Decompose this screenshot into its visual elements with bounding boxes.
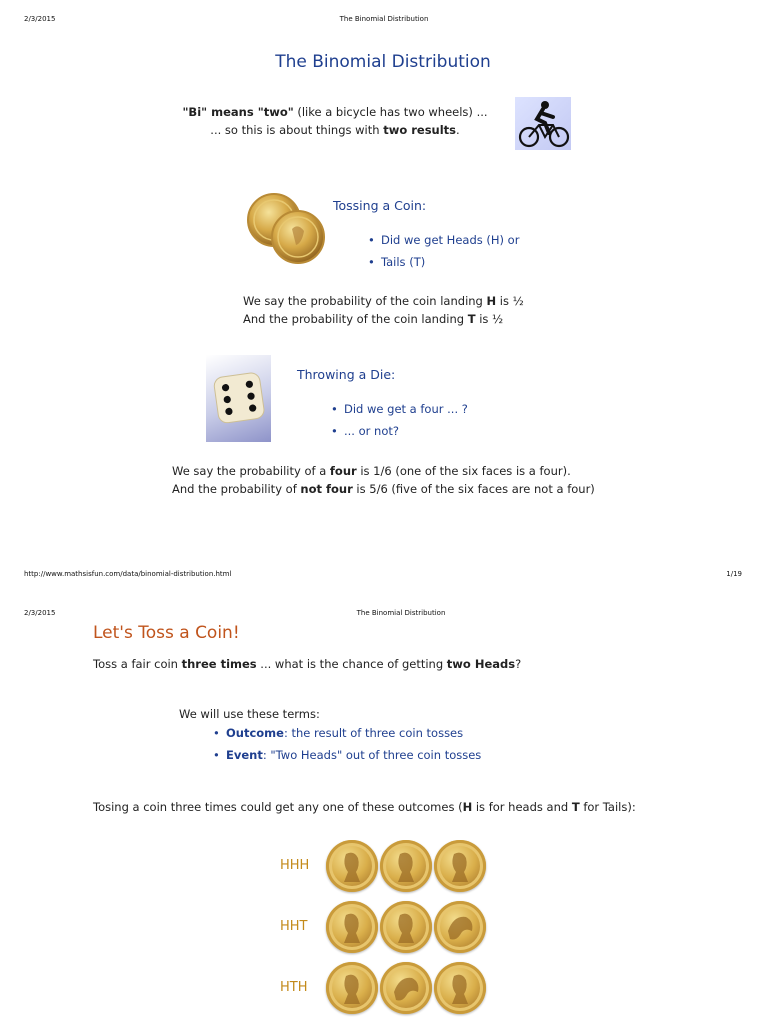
footer-url[interactable]: http://www.mathsisfun.com/data/binomial-distribution.html [24,570,232,578]
footer-page-number: 1/19 [726,570,742,578]
die-prob-four: We say the probability of a four is 1/6 (one of the six faces is a four). [172,464,571,478]
coin-bullet-heads: • Did we get Heads (H) or [368,229,519,251]
term-event: • Event: "Two Heads" out of three coin tosses [213,744,481,766]
terms-list [213,722,481,766]
outcomes-intro: Tosing a coin three times could get any one of these outcomes (H is for heads and T for Tails): [93,800,636,814]
coin-heads-image [326,962,378,1014]
print-date: 2/3/2015 [24,15,56,23]
term-outcome: • Outcome: the result of three coin tosses [213,722,481,744]
intro-line-2: ... so this is about things with two results. [210,123,460,137]
coin-heading: Tossing a Coin: [333,198,427,213]
outcome-row-hhh [280,840,500,896]
bi-means-two: "Bi" means "two" [182,105,294,119]
die-bullet-list [331,398,468,442]
coin-prob-heads: We say the probability of the coin landing H is ½ [243,294,524,308]
die-image [206,355,271,442]
coin-heads-image [380,901,432,953]
print-date-2: 2/3/2015 [24,609,56,617]
die-heading: Throwing a Die: [297,367,396,382]
coin-tails-image [380,962,432,1014]
page-title: The Binomial Distribution [275,52,491,72]
coin-image [246,193,326,265]
terms-intro: We will use these terms: [179,707,320,721]
die-prob-not-four: And the probability of not four is 5/6 (five of the six faces are not a four) [172,482,595,496]
coin-heads-image [434,840,486,892]
section-title: Let's Toss a Coin! [93,623,240,643]
coin-prob-tails: And the probability of the coin landing T is ½ [243,312,504,326]
coin-tails-image [434,901,486,953]
coin-heads-image [326,840,378,892]
coin-bullet-list [368,229,519,273]
die-bullet-four: • Did we get a four ... ? [331,398,468,420]
print-header-title-2: The Binomial Distribution [356,609,446,617]
intro-line-1: "Bi" means "two" (like a bicycle has two wheels) ... [182,105,488,119]
print-header-title: The Binomial Distribution [339,15,429,23]
outcome-row-hht [280,901,500,957]
coin-heads-image [380,840,432,892]
coin-bullet-tails: • Tails (T) [368,251,519,273]
bicycle-icon [515,97,571,150]
outcome-label: HHT [280,919,308,934]
outcome-rows [280,840,500,1024]
coin-heads-image [434,962,486,1014]
die-bullet-not: • ... or not? [331,420,468,442]
outcome-label: HHH [280,858,310,873]
coin-heads-image [326,901,378,953]
outcome-label: HTH [280,980,308,995]
question-text: Toss a fair coin three times ... what is the chance of getting two Heads? [93,657,522,671]
outcome-row-hth [280,962,500,1018]
